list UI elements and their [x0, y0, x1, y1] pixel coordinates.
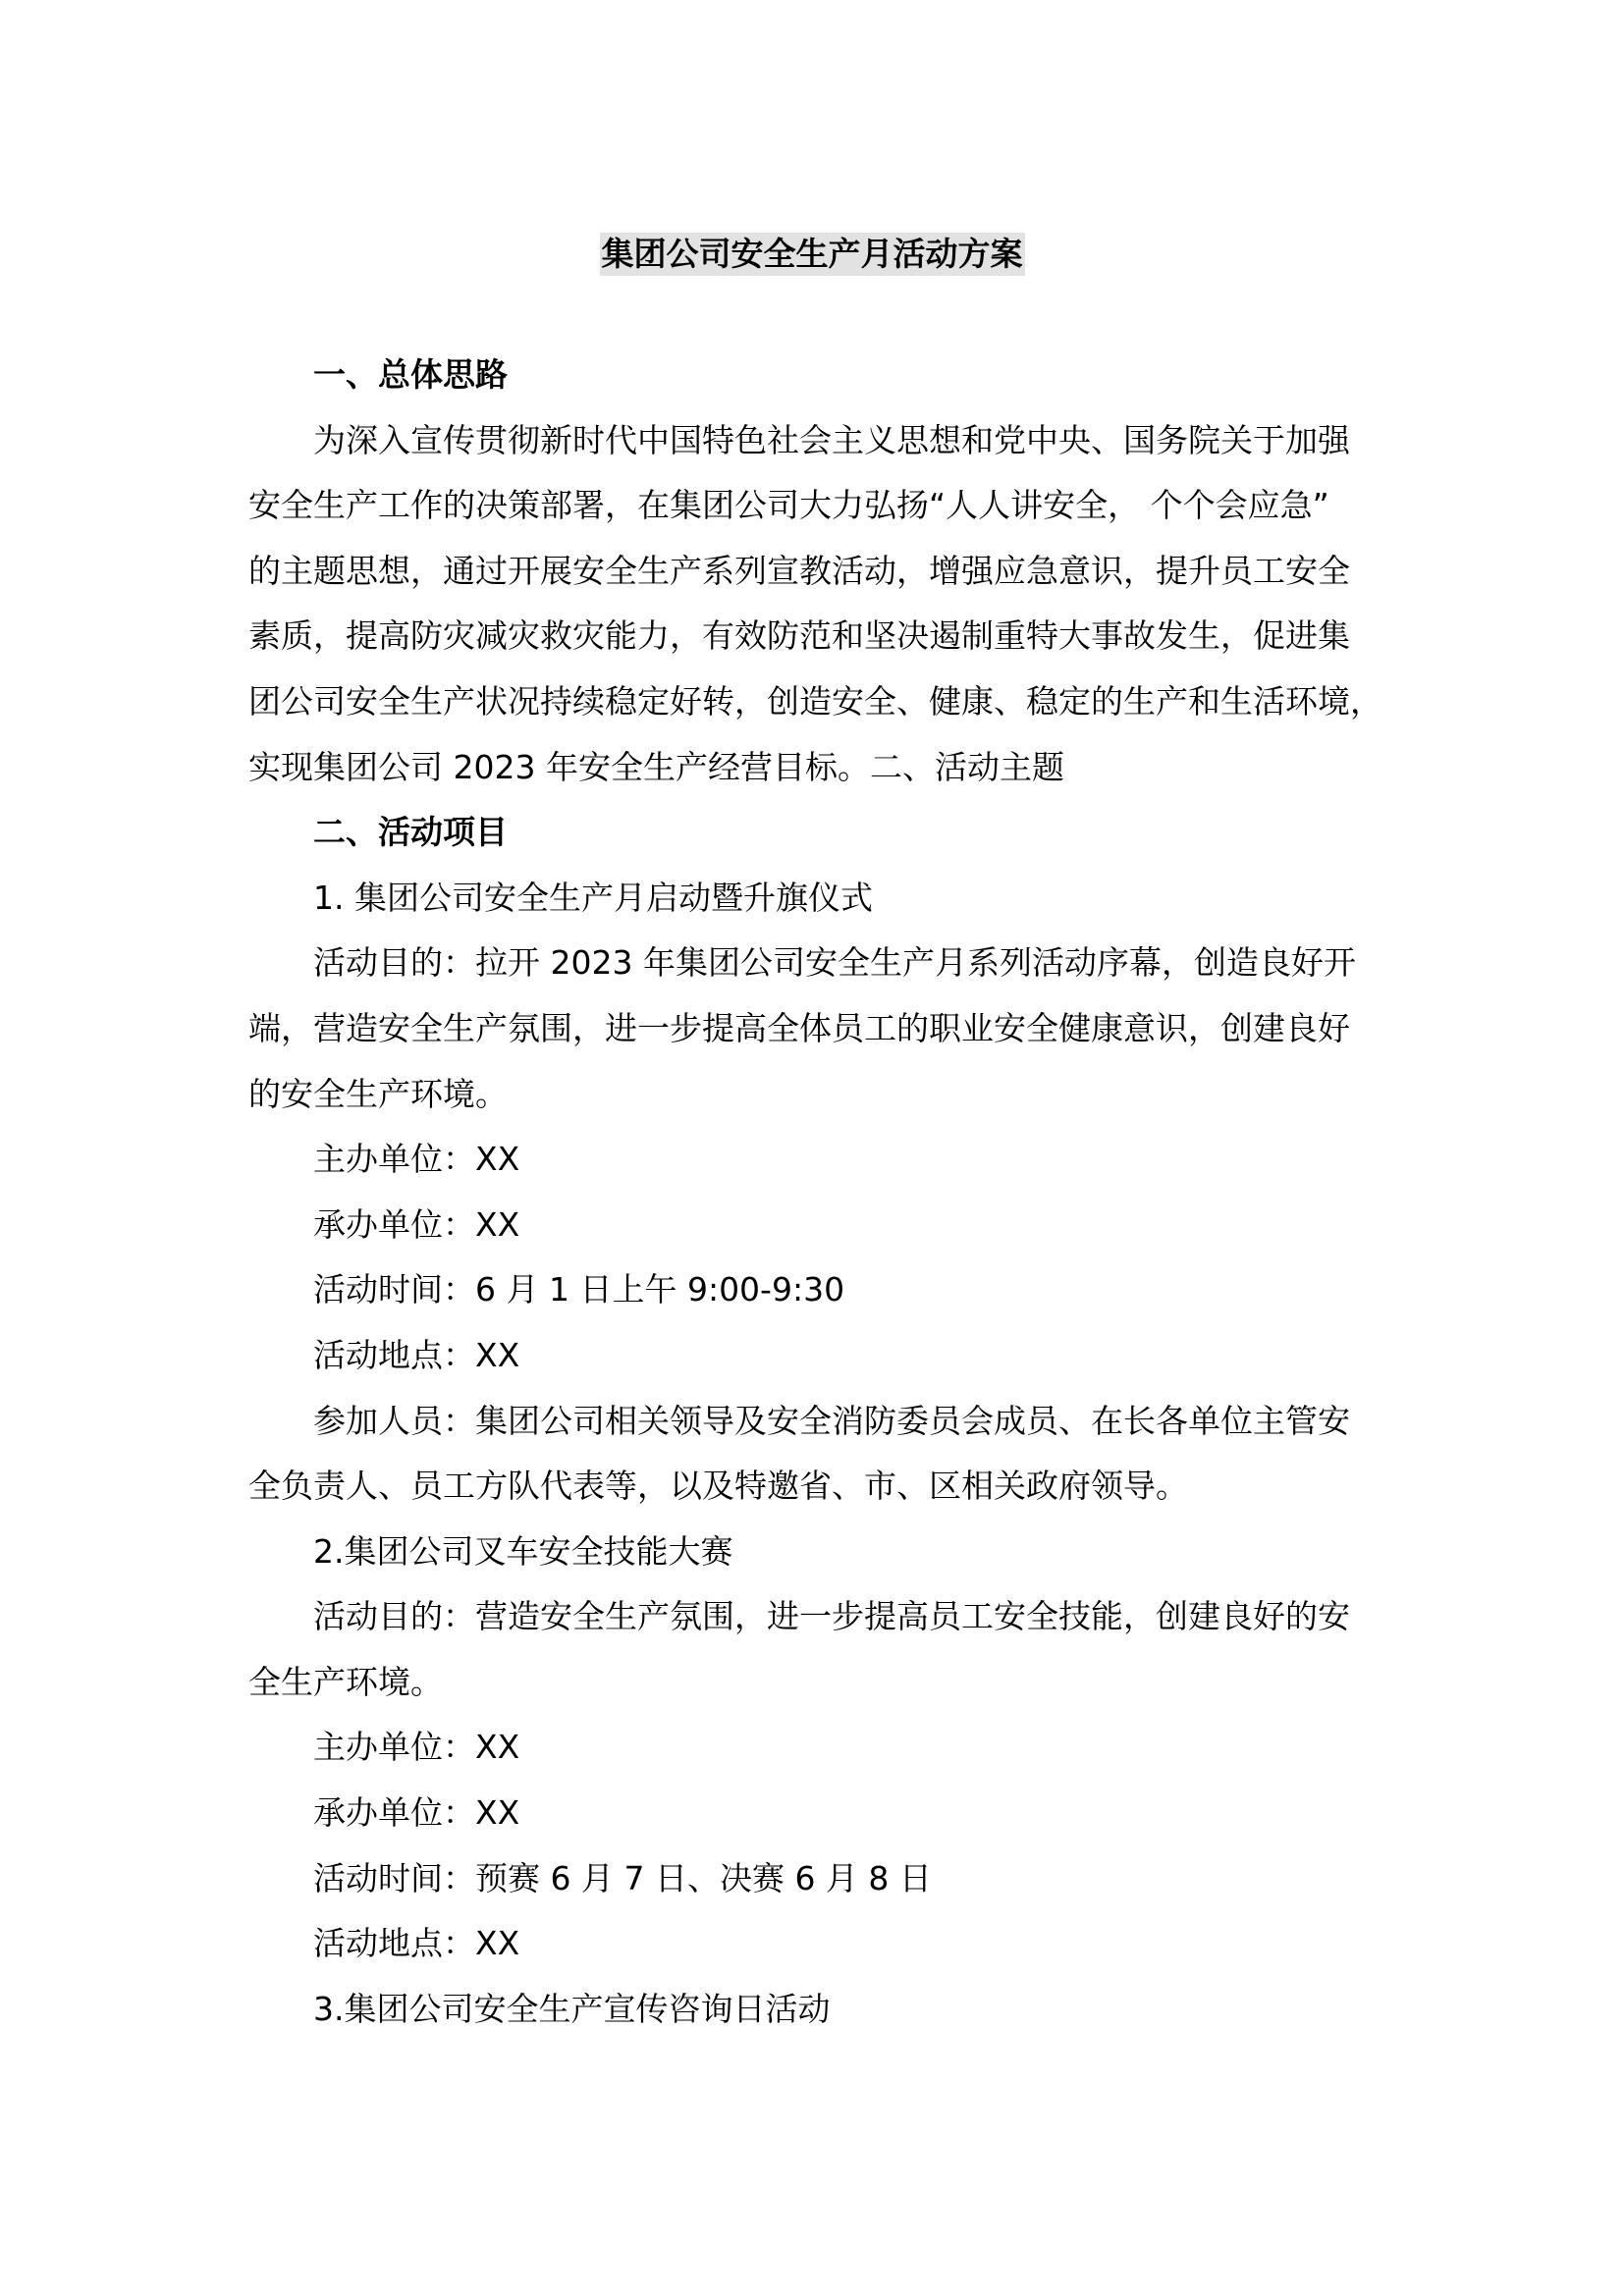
paragraph-line: 端，营造安全生产氛围，进一步提高全体员工的职业安全健康意识，创建良好 — [248, 1008, 1350, 1047]
paragraph-line: 的主题思想，通过开展安全生产系列宣教活动，增强应急意识，提升员工安全 — [248, 551, 1350, 590]
section-heading: 二、活动项目 — [313, 813, 508, 852]
paragraph-line: 活动目的：营造安全生产氛围，进一步提高员工安全技能，创建良好的安 — [313, 1597, 1350, 1636]
paragraph-line: 承办单位：XX — [313, 1204, 520, 1244]
paragraph-line: 活动时间：预赛 6 月 7 日、决赛 6 月 8 日 — [313, 1858, 932, 1897]
paragraph-line: 实现集团公司 2023 年安全生产经营目标。二、活动主题 — [248, 747, 1064, 786]
document-title: 集团公司安全生产月活动方案 — [600, 233, 1025, 276]
paragraph-line: 的安全生产环境。 — [248, 1074, 508, 1113]
paragraph-line: 素质，提高防灾减灾救灾能力，有效防范和坚决遏制重特大事故发生，促进集 — [248, 616, 1350, 656]
title-row — [0, 233, 1624, 276]
paragraph-line: 团公司安全生产状况持续稳定好转，创造安全、健康、稳定的生产和生活环境， — [248, 681, 1382, 721]
paragraph-line: 为深入宣传贯彻新时代中国特色社会主义思想和党中央、国务院关于加强 — [313, 420, 1350, 459]
paragraph-line: 参加人员：集团公司相关领导及安全消防委员会成员、在长各单位主管安 — [313, 1401, 1350, 1440]
paragraph-line: 活动地点：XX — [313, 1924, 520, 1963]
paragraph-line: 承办单位：XX — [313, 1793, 520, 1833]
paragraph-line: 全生产环境。 — [248, 1662, 443, 1701]
paragraph-line: 主办单位：XX — [313, 1140, 520, 1179]
paragraph-line: 主办单位：XX — [313, 1728, 520, 1767]
section-heading: 一、总体思路 — [313, 355, 508, 394]
paragraph-line: 安全生产工作的决策部署，在集团公司大力弘扬“人人讲安全， 个个会应急” — [248, 486, 1329, 525]
paragraph-line: 2.集团公司叉车安全技能大赛 — [313, 1531, 733, 1571]
paragraph-line: 活动目的：拉开 2023 年集团公司安全生产月系列活动序幕，创造良好开 — [313, 943, 1356, 983]
paragraph-line: 活动地点：XX — [313, 1335, 520, 1374]
paragraph-line: 活动时间：6 月 1 日上午 9:00-9:30 — [313, 1270, 845, 1309]
paragraph-line: 3.集团公司安全生产宣传咨询日活动 — [313, 1989, 831, 2028]
paragraph-line: 1. 集团公司安全生产月启动暨升旗仪式 — [313, 878, 873, 917]
document-body — [248, 343, 1407, 2042]
paragraph-line: 全负责人、员工方队代表等，以及特邀省、市、区相关政府领导。 — [248, 1467, 1188, 1506]
